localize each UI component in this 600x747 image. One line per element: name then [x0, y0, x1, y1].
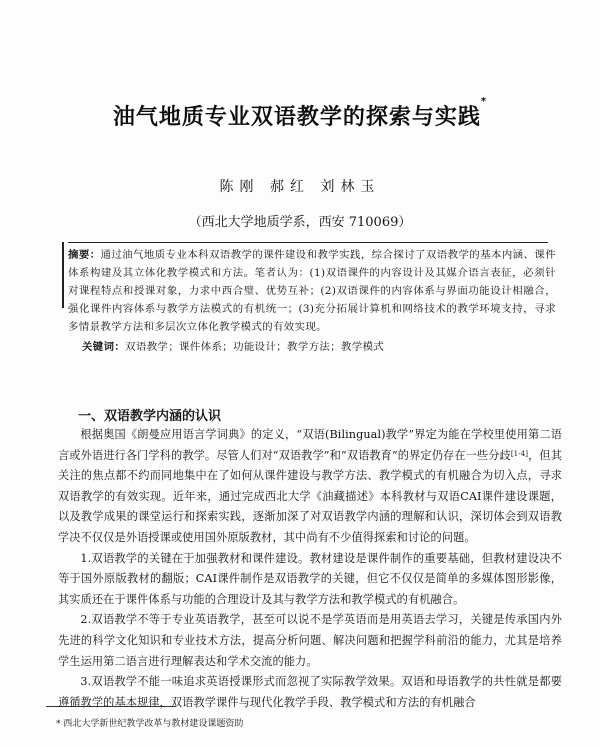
body-text	[58, 425, 562, 713]
footnote: * 西北大学新世纪教学改革与教材建设课题资助	[56, 719, 244, 729]
paragraph-3: 2.双语教学不等于专业英语教学，甚至可以说不是学英语而是用英语去学习，关键是传承国内外先进的科学文化知识和专业技术方法，提高分析问题、解决问题和把握学科前沿的能力，尤其是培养学生运用第二语言进行理解表达和学术交流的能力。	[58, 613, 562, 668]
author-list: 陈刚 郝红 刘林玉	[219, 179, 381, 195]
abstract-text	[68, 240, 556, 336]
paragraph-1-part-b: ，但其关注的焦点都不约而同地集中在了如何从课件建设与教学方法、教学模式的有机融合为切入点，寻求双语教学的有效实现。近年来，通过完成西北大学《油藏描述》本科教材与双语CAI课件建设课题，以及教学成果的课堂运行和探索实践，逐渐加深了对双语教学内涵的理解和认识，深切体会到双语教学决不仅仅是外语授课或使用国外原版教材，其中尚有不少值得探索和讨论的问题。	[58, 448, 562, 544]
abstract-frame-left	[62, 242, 64, 308]
abstract-label: 摘要：	[68, 249, 101, 261]
keywords-label: 关键词：	[82, 341, 126, 353]
paragraph-1-part-a: 根据奥国《朗曼应用语言学词典》的定义，“双语(Bilingual)教学”界定为能在学校里使用第二语言或外语进行各门学科的教学。尽管人们对“双语教学”和“双语教育”的界定仍存在一些分歧	[58, 428, 562, 462]
abstract-block	[68, 240, 556, 356]
section-heading: 一、双语教学内涵的认识	[78, 409, 222, 424]
citation-ref: [1-4]	[510, 449, 529, 458]
paragraph-4: 3.双语教学不能一味追求英语授课形式而忽视了实际教学效果。双语和母语教学的共性就是都要遵循教学的基本规律，双语教学课件与现代化教学手段、教学模式和方法的有机融合	[58, 675, 562, 709]
author-affiliation: （西北大学地质学系，西安 710069）	[188, 215, 412, 230]
paragraph-1	[58, 425, 562, 549]
keywords-line	[68, 338, 556, 356]
paper-title	[0, 96, 600, 131]
paper-title-text: 油气地质专业双语教学的探索与实践	[112, 105, 481, 130]
keywords-text: 双语教学；课件体系；功能设计；教学方法；教学模式	[125, 341, 385, 353]
abstract-body: 通过油气地质专业本科双语教学的课件建设和教学实践，综合探讨了双语教学的基本内涵、课件体系构建及其立体化教学模式和方法。笔者认为：(1)双语课件的内容设计及其媒介语言表征，必须针对课程特点和授课对象，力求中西合璧、优势互补；(2)双语课件的内容体系与界面功能设计相融合，强化课件内容体系与教学方法模式的有机统一；(3)充分拓展计算机和网络技术的教学环境支持，寻求多情景教学方法和多层次立体化教学模式的有效实现。	[68, 249, 557, 333]
title-footnote-mark: *	[480, 96, 488, 107]
paragraph-2: 1.双语教学的关键在于加强教材和课件建设。教材建设是课件制作的重要基础，但教材建设决不等于国外原版教材的翻版；CAI课件制作是双语教学的关键，但它不仅仅是简单的多媒体图形影像，其实质还在于课件体系与功能的合理设计及其与教学方法和教学模式的有机融合。	[58, 551, 562, 606]
footnote-rule	[46, 706, 176, 707]
